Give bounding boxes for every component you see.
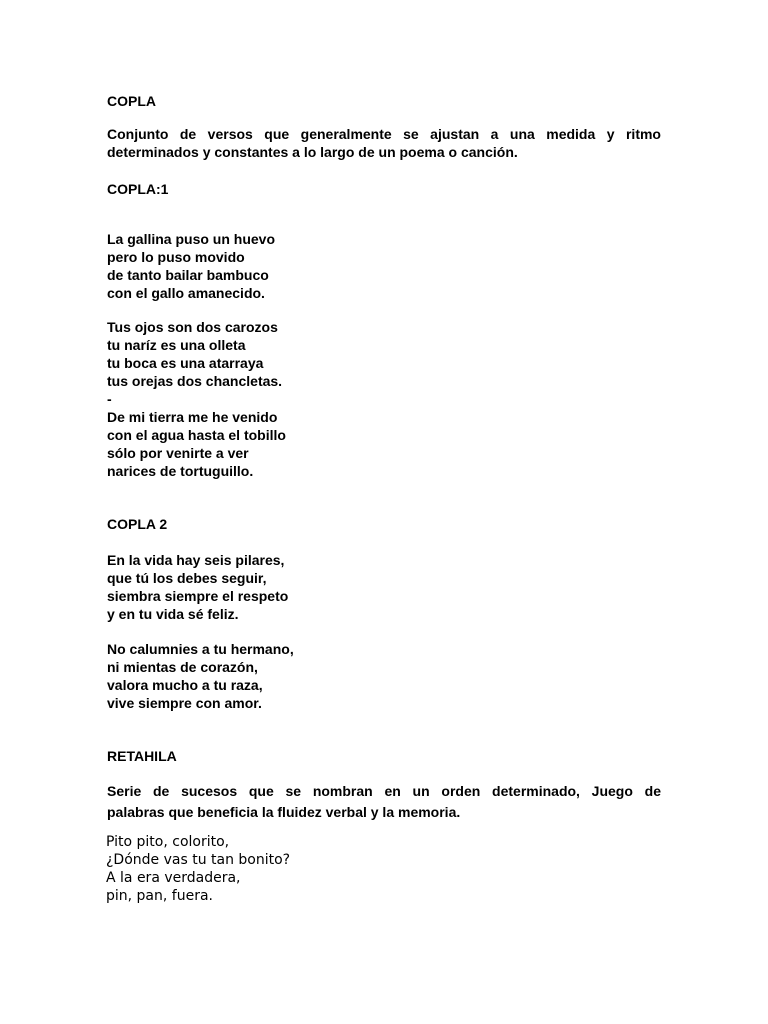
- verse-line: narices de tortuguillo.: [107, 463, 254, 479]
- heading-copla-1: COPLA:1: [107, 181, 169, 197]
- verse-line: de tanto bailar bambuco: [107, 267, 269, 283]
- verse-line: Tus ojos son dos carozos: [107, 319, 278, 335]
- definition-retahila-line-1: Serie de sucesos que se nombran en un orden determinado, Juego de: [107, 783, 661, 799]
- copla2-stanza-1: [107, 551, 288, 623]
- verse-line: De mi tierra me he venido: [107, 409, 278, 425]
- verse-line: sólo por venirte a ver: [107, 445, 249, 461]
- verse-line: Pito pito, colorito,: [106, 834, 230, 850]
- verse-line: con el agua hasta el tobillo: [107, 427, 286, 443]
- verse-line: La gallina puso un huevo: [107, 231, 276, 247]
- verse-line: A la era verdadera,: [106, 870, 241, 886]
- verse-line: ¿Dónde vas tu tan bonito?: [106, 852, 291, 868]
- copla1-stanza-2: [107, 318, 286, 480]
- heading-copla: COPLA: [107, 93, 156, 109]
- verse-line: tus orejas dos chancletas.: [107, 373, 283, 389]
- verse-line: tu naríz es una olleta: [107, 337, 246, 353]
- verse-line: No calumnies a tu hermano,: [107, 641, 294, 657]
- verse-line: ni mientas de corazón,: [107, 659, 258, 675]
- definition-retahila-line-2: palabras que beneficia la fluidez verbal y la memoria.: [107, 804, 461, 820]
- verse-line: En la vida hay seis pilares,: [107, 552, 285, 568]
- retahila-verse: [106, 833, 290, 905]
- heading-retahila: RETAHILA: [107, 748, 177, 764]
- verse-line: que tú los debes seguir,: [107, 570, 267, 586]
- definition-retahila: [107, 781, 661, 823]
- definition-copla: [107, 125, 661, 161]
- verse-line: pero lo puso movido: [107, 249, 245, 265]
- copla2-stanza-2: [107, 640, 294, 712]
- verse-line: siembra siempre el respeto: [107, 588, 289, 604]
- verse-line: tu boca es una atarraya: [107, 355, 264, 371]
- verse-line: vive siempre con amor.: [107, 695, 262, 711]
- copla1-stanza-1: [107, 230, 275, 302]
- heading-copla-2: COPLA 2: [107, 516, 168, 532]
- definition-copla-line-2: determinados y constantes a lo largo de un poema o canción.: [107, 144, 518, 160]
- verse-line: y en tu vida sé feliz.: [107, 606, 239, 622]
- verse-line: con el gallo amanecido.: [107, 285, 265, 301]
- stanza-separator: -: [107, 391, 112, 407]
- verse-line: valora mucho a tu raza,: [107, 677, 263, 693]
- definition-copla-line-1: Conjunto de versos que generalmente se ajustan a una medida y ritmo: [107, 126, 661, 142]
- verse-line: pin, pan, fuera.: [106, 888, 213, 904]
